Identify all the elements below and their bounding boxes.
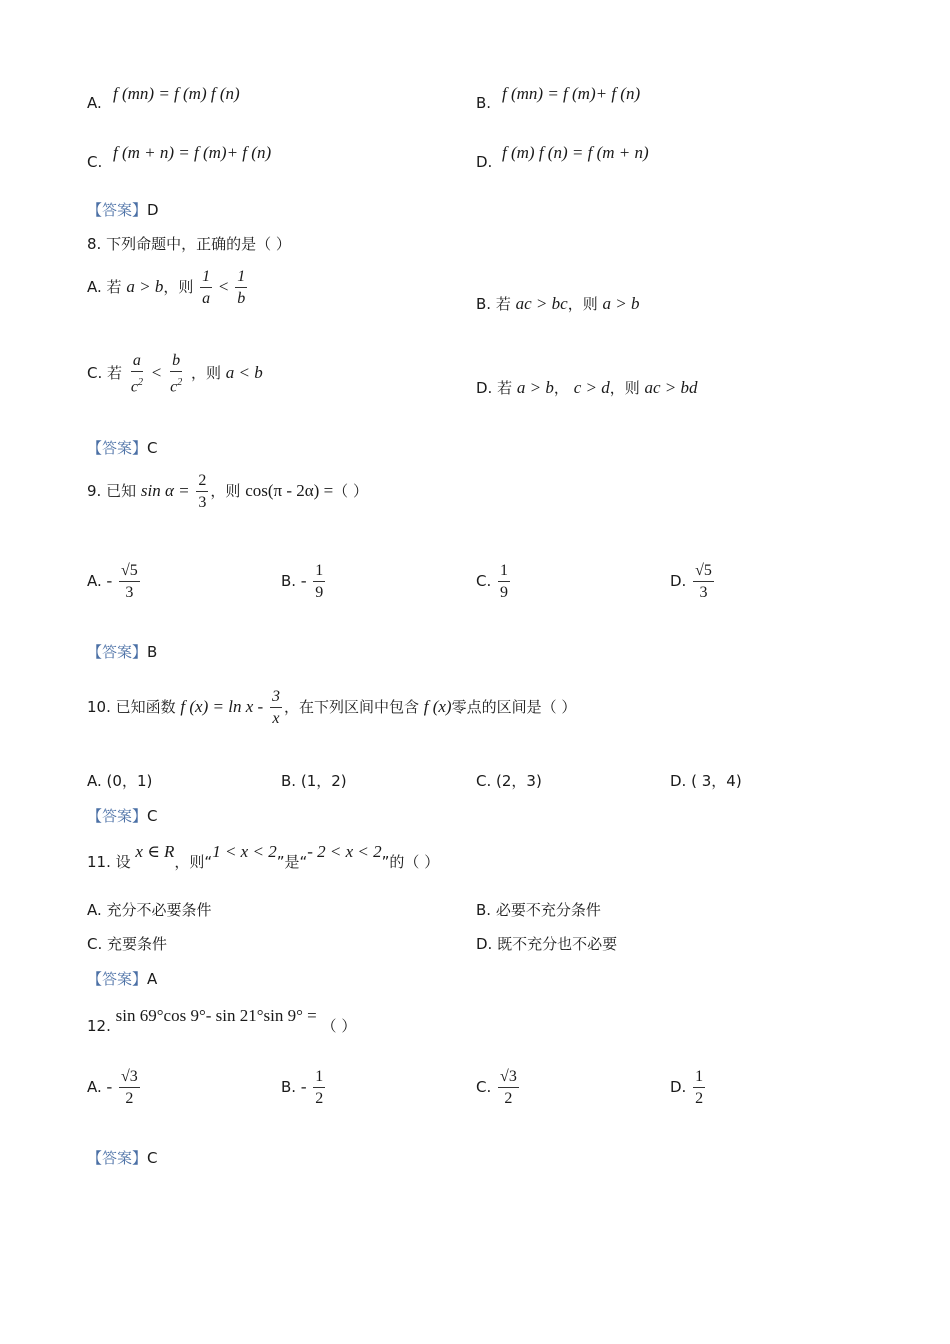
option-label: B. — [476, 94, 492, 112]
option-label: A. — [87, 94, 102, 112]
fraction: $\frac{1}{b}$ — [237, 268, 246, 307]
answer-value: B — [147, 643, 158, 661]
fraction: $\frac{1}{9}$ — [500, 562, 509, 601]
q9-stem: 9. 已知 sin α = $\frac{2}{3}$ ，则 cos(π - 2α) =（ ） — [87, 472, 368, 511]
answer-value: C — [147, 439, 158, 457]
q7-option-c — [87, 152, 102, 172]
fraction: $\frac{2}{3}$ — [198, 472, 207, 511]
q7-option-a — [87, 93, 102, 113]
q12-option-c: C. $\frac{√3}{2}$ — [476, 1068, 517, 1107]
q7-option-d-expr: f (m) f (n) = f (m + n) — [502, 143, 649, 162]
option-label: C. — [87, 153, 103, 171]
fraction: $\frac{√5}{3}$ — [121, 562, 138, 601]
q9-option-b: B. - $\frac{1}{9}$ — [281, 562, 324, 601]
q11-option-a: A. 充分不必要条件 — [87, 901, 212, 919]
q11-stem: 11. 设 x ∈ R，则“1 < x < 2”是“- 2 < x < 2”的（ ） — [87, 842, 440, 871]
q8-option-a: A. 若 a > b，则 $\frac{1}{a}$ < $\frac{1}{b}$ — [87, 268, 246, 307]
q10-option-a: A. (0，1) — [87, 772, 153, 790]
q8-answer: 【答案】C — [87, 439, 158, 457]
fraction: $\frac{b}{c^2}$ — [170, 352, 183, 396]
q9-option-a: A. - $\frac{√5}{3}$ — [87, 562, 138, 601]
answer-value: C — [147, 807, 158, 825]
answer-value: A — [147, 970, 158, 988]
q7-option-b — [476, 93, 491, 113]
q11-option-d: D. 既不充分也不必要 — [476, 935, 618, 953]
q10-stem: 10. 已知函数 f (x) = ln x - $\frac{3}{x}$ ，在下列区间中包含 f (x)零点的区间是（ ） — [87, 688, 577, 727]
q11-answer: 【答案】A — [87, 970, 158, 988]
q7-option-b-expr: f (mn) = f (m)+ f (n) — [502, 84, 641, 103]
q10-option-c: C. (2，3) — [476, 772, 542, 790]
q7-option-d — [476, 152, 492, 172]
q11-option-c: C. 充要条件 — [87, 935, 168, 953]
fraction: $\frac{a}{c^2}$ — [130, 352, 143, 396]
fraction: $\frac{1}{a}$ — [202, 268, 211, 307]
q10-option-b: B. (1，2) — [281, 772, 347, 790]
q10-answer: 【答案】C — [87, 807, 158, 825]
fraction: $\frac{√3}{2}$ — [121, 1068, 138, 1107]
fraction: $\frac{√3}{2}$ — [500, 1068, 517, 1107]
q7-option-a-expr: f (mn) = f (m) f (n) — [113, 84, 240, 103]
q9-option-c: C. $\frac{1}{9}$ — [476, 562, 509, 601]
q9-answer: 【答案】B — [87, 643, 158, 661]
q11-option-b: B. 必要不充分条件 — [476, 901, 601, 919]
q12-option-a: A. - $\frac{√3}{2}$ — [87, 1068, 138, 1107]
q7-option-c-expr: f (m + n) = f (m)+ f (n) — [113, 143, 272, 162]
q8-option-d: D. 若 a > b， c > d，则 ac > bd — [476, 378, 698, 397]
answer-value: D — [147, 201, 159, 219]
fraction: $\frac{3}{x}$ — [271, 688, 280, 727]
q8-stem: 8. 下列命题中，正确的是（ ） — [87, 235, 291, 253]
fraction: $\frac{1}{2}$ — [315, 1068, 324, 1107]
q12-answer: 【答案】C — [87, 1149, 158, 1167]
q12-option-b: B. - $\frac{1}{2}$ — [281, 1068, 324, 1107]
q7-answer: 【答案】D — [87, 201, 159, 219]
fraction: $\frac{√5}{3}$ — [695, 562, 712, 601]
q8-option-b: B. 若 ac > bc，则 a > b — [476, 294, 640, 313]
q12-stem: 12. sin 69°cos 9°- sin 21°sin 9° = （ ） — [87, 1006, 357, 1035]
fraction: $\frac{1}{9}$ — [315, 562, 324, 601]
q12-option-d: D. $\frac{1}{2}$ — [670, 1068, 704, 1107]
q10-option-d: D. ( 3，4) — [670, 772, 742, 790]
q9-option-d: D. $\frac{√5}{3}$ — [670, 562, 712, 601]
answer-value: C — [147, 1149, 158, 1167]
option-label: D. — [476, 153, 493, 171]
fraction: $\frac{1}{2}$ — [695, 1068, 704, 1107]
q8-option-c: C. 若 $\frac{a}{c^2}$ < $\frac{b}{c^2}$ ，则 a < b — [87, 352, 263, 396]
